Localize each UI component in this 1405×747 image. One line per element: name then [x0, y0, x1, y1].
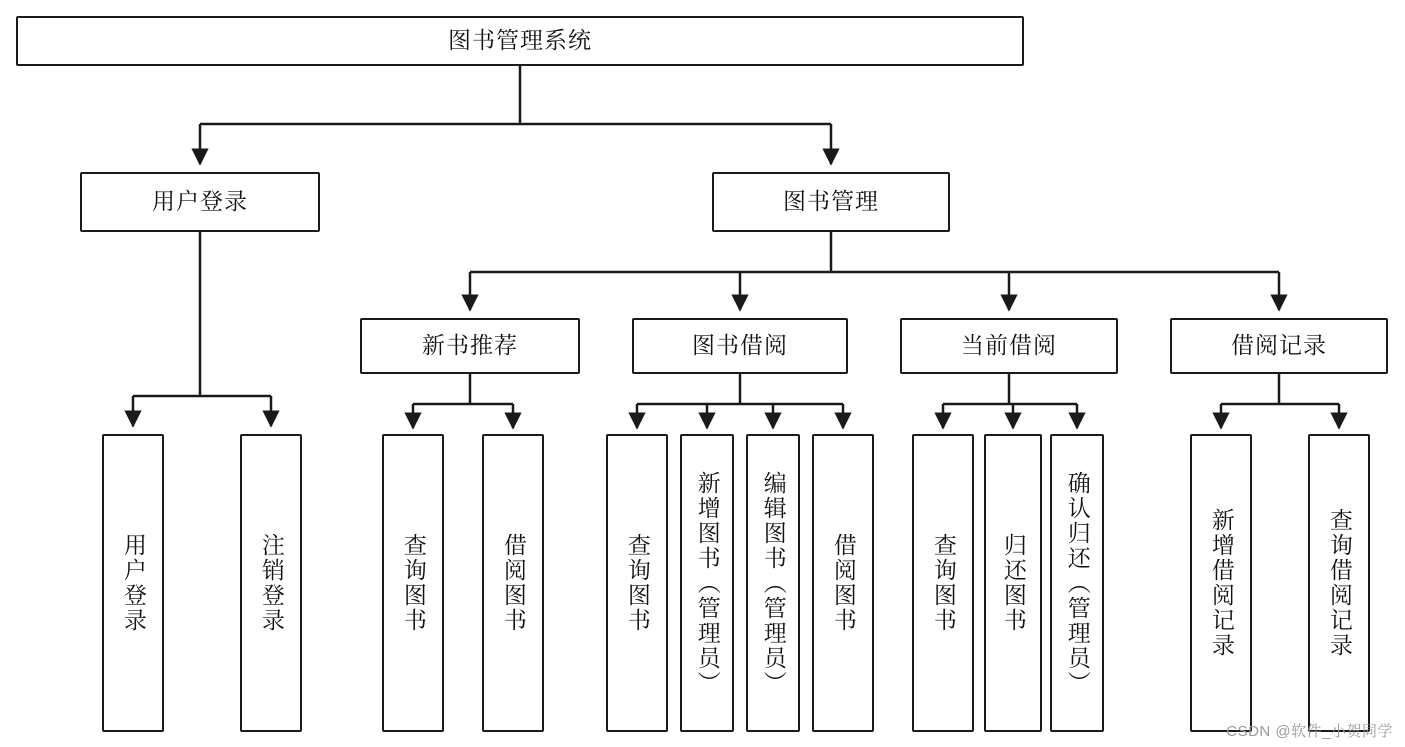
node-leaf-confirm-return-admin[interactable]: [1050, 434, 1104, 732]
node-label: 借阅图书: [500, 533, 527, 633]
node-borrow-record[interactable]: [1170, 318, 1388, 374]
node-label: 查询图书: [930, 533, 957, 633]
node-leaf-return-book[interactable]: [984, 434, 1042, 732]
node-label: 查询图书: [400, 533, 427, 633]
node-label: 新书推荐: [422, 332, 518, 359]
node-leaf-logout[interactable]: [240, 434, 302, 732]
node-leaf-query-book-new[interactable]: [382, 434, 444, 732]
node-leaf-user-login[interactable]: [102, 434, 164, 732]
node-label: 图书借阅: [692, 332, 788, 359]
node-book-borrow[interactable]: [632, 318, 848, 374]
node-label: 借阅记录: [1231, 332, 1327, 359]
node-leaf-query-book-borrow[interactable]: [606, 434, 668, 732]
node-label: 当前借阅: [961, 332, 1057, 359]
watermark: CSDN @软件_小贺同学: [1226, 723, 1393, 740]
node-current-borrow[interactable]: [900, 318, 1118, 374]
node-label: 查询借阅记录: [1326, 508, 1353, 658]
node-label: 图书管理系统: [448, 27, 592, 54]
node-label: 新增借阅记录: [1208, 508, 1235, 658]
node-leaf-borrow-book[interactable]: [812, 434, 874, 732]
node-leaf-add-book-admin[interactable]: [680, 434, 734, 732]
node-label: 归还图书: [1000, 533, 1027, 633]
node-book-management[interactable]: [712, 172, 950, 232]
node-new-book-recommend[interactable]: [360, 318, 580, 374]
node-user-login[interactable]: [80, 172, 320, 232]
node-label: 图书管理: [783, 188, 879, 215]
node-leaf-query-borrow-record[interactable]: [1308, 434, 1370, 732]
node-label: 借阅图书: [830, 533, 857, 633]
node-leaf-query-book-current[interactable]: [912, 434, 974, 732]
node-label: 用户登录: [152, 188, 248, 215]
node-root[interactable]: [16, 16, 1024, 66]
node-label: 新增图书（管理员）: [694, 470, 721, 696]
node-label: 编辑图书（管理员）: [760, 470, 787, 696]
node-label: 注销登录: [258, 533, 285, 633]
node-label: 确认归还（管理员）: [1064, 470, 1091, 696]
node-label: 用户登录: [120, 533, 147, 633]
node-label: 查询图书: [624, 533, 651, 633]
node-leaf-edit-book-admin[interactable]: [746, 434, 800, 732]
node-leaf-borrow-book-new[interactable]: [482, 434, 544, 732]
node-leaf-add-borrow-record[interactable]: [1190, 434, 1252, 732]
